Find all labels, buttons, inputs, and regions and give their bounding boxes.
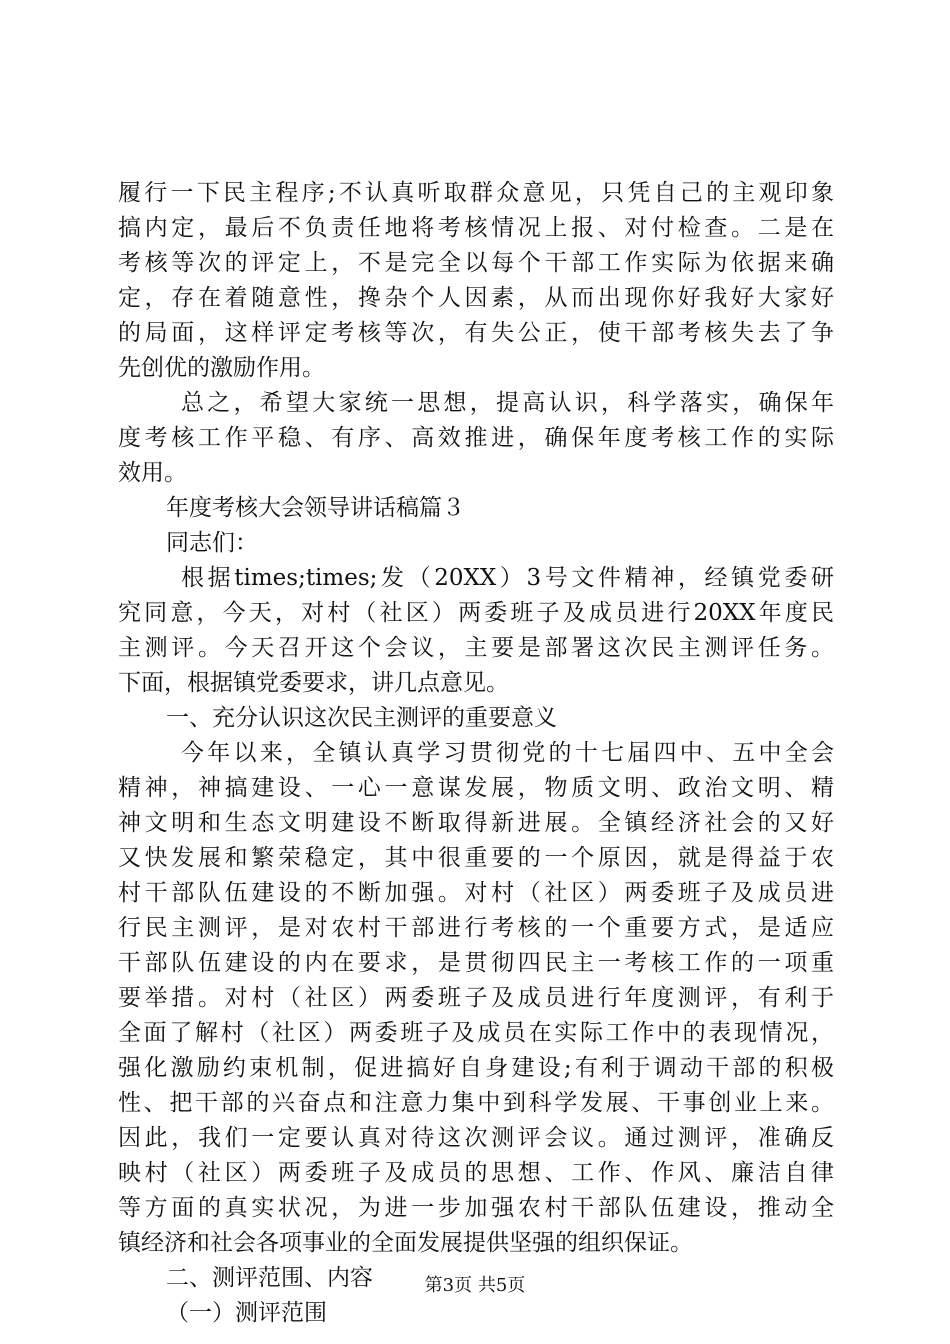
document-body [118, 176, 834, 1331]
section-title [118, 491, 834, 526]
text-line: 全面了解村（社区）两委班子及成员在实际工作中的表现情况， [118, 1020, 834, 1046]
text-line: 因此，我们一定要认真对待这次测评会议。通过测评，准确反 [118, 1125, 834, 1151]
text-line: 精神，神搞建设、一心一意谋发展，物质文明、政治文明、精 [118, 775, 834, 801]
text-line: 又快发展和繁荣稳定，其中很重要的一个原因，就是得益于农 [118, 845, 834, 871]
text-line: 的局面，这样评定考核等次，有失公正，使干部考核失去了争 [118, 320, 834, 346]
text-line: 要举措。对村（社区）两委班子及成员进行年度测评，有利于 [118, 985, 834, 1011]
text-line: 等方面的真实状况，为进一步加强农村干部队伍建设，推动全 [118, 1195, 834, 1221]
text-line: 映村（社区）两委班子及成员的思想、工作、作风、廉洁自律 [118, 1160, 834, 1186]
text-line: 主测评。今天召开这个会议，主要是部署这次民主测评任务。 [118, 635, 834, 661]
text-line: 先创优的激励作用。 [118, 355, 325, 381]
text-line: 根据times;times;发（20XX）3号文件精神，经镇党委研 [181, 565, 834, 591]
subheading [118, 1296, 834, 1331]
text-line: 强化激励约束机制，促进搞好自身建设;有利于调动干部的积极 [118, 1055, 834, 1081]
paragraph [118, 386, 834, 491]
text-line: 究同意，今天，对村（社区）两委班子及成员进行20XX年度民 [118, 600, 834, 626]
text-line: 镇经济和社会各项事业的全面发展提供坚强的组织保证。 [118, 1230, 693, 1256]
page-footer [0, 1274, 950, 1298]
text-line: 二、测评范围、内容 [166, 1265, 373, 1291]
paragraph [118, 736, 834, 1261]
salutation [118, 526, 834, 561]
text-line: 搞内定，最后不负责任地将考核情况上报、对付检查。二是在 [118, 215, 834, 241]
text-line: 下面，根据镇党委要求，讲几点意见。 [118, 670, 509, 696]
text-line: 年度考核大会领导讲话稿篇３ [166, 495, 465, 521]
text-line: 考核等次的评定上，不是完全以每个干部工作实际为依据来确 [118, 250, 834, 276]
paragraph [118, 176, 834, 386]
text-line: 性、把干部的兴奋点和注意力集中到科学发展、干事创业上来。 [118, 1090, 834, 1116]
text-line: 同志们： [166, 530, 258, 556]
text-line: 今年以来，全镇认真学习贯彻党的十七届四中、五中全会 [181, 740, 834, 766]
text-line: （一）测评范围 [166, 1300, 327, 1326]
heading [118, 701, 834, 736]
text-line: 干部队伍建设的内在要求，是贯彻四民主一考核工作的一项重 [118, 950, 834, 976]
text-line: 行民主测评，是对农村干部进行考核的一个重要方式，是适应 [118, 915, 834, 941]
paragraph [118, 561, 834, 701]
page-number: 第3页 共5页 [424, 1275, 526, 1296]
text-line: 总之，希望大家统一思想，提高认识，科学落实，确保年 [181, 390, 834, 416]
text-line: 神文明和生态文明建设不断取得新进展。全镇经济社会的又好 [118, 810, 834, 836]
text-line: 效用。 [118, 460, 187, 486]
text-line: 定，存在着随意性，搀杂个人因素，从而出现你好我好大家好 [118, 285, 834, 311]
text-line: 履行一下民主程序;不认真听取群众意见，只凭自己的主观印象 [118, 180, 834, 206]
text-line: 一、充分认识这次民主测评的重要意义 [166, 705, 557, 731]
text-line: 度考核工作平稳、有序、高效推进，确保年度考核工作的实际 [118, 425, 834, 451]
text-line: 村干部队伍建设的不断加强。对村（社区）两委班子及成员进 [118, 880, 834, 906]
